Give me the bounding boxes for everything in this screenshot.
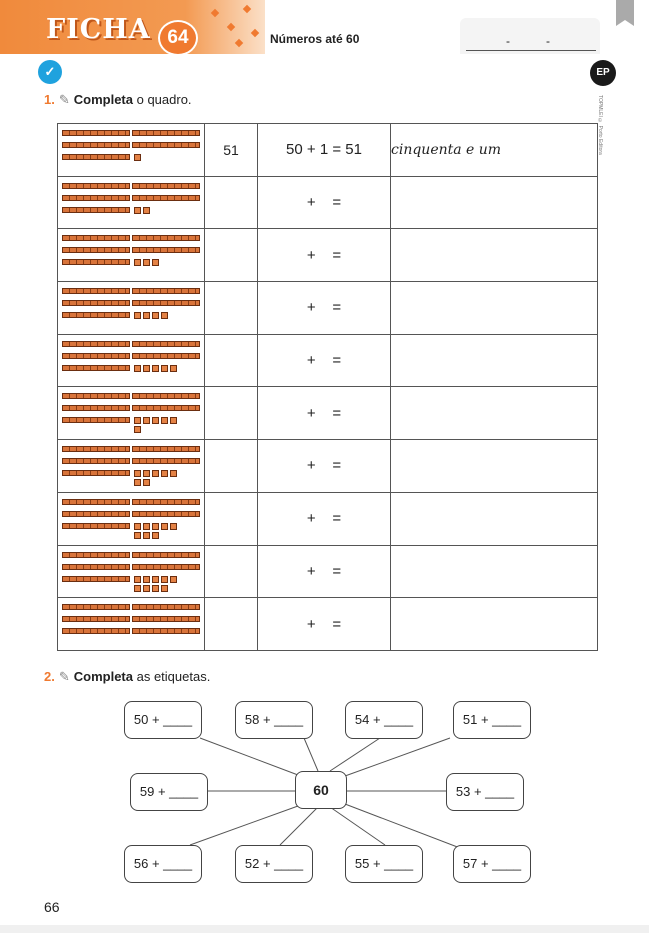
label-tag[interactable]: 54 + ____ — [345, 701, 423, 739]
connector-line — [345, 738, 450, 776]
equation-cell[interactable]: + = — [258, 176, 391, 229]
equation-cell[interactable]: + = — [258, 440, 391, 493]
label-tag[interactable]: 53 + ____ — [446, 773, 524, 811]
label-tag[interactable]: 51 + ____ — [453, 701, 531, 739]
footer-bar — [0, 925, 649, 933]
connector-line — [280, 807, 318, 845]
worksheet-title: FICHA — [46, 14, 151, 45]
number-cell[interactable]: 51 — [205, 124, 258, 177]
instruction-text: as etiquetas. — [136, 669, 211, 684]
equation-cell[interactable]: + = — [258, 598, 391, 651]
label-tag[interactable]: 57 + ____ — [453, 845, 531, 883]
worksheet-topic: Números até 60 — [270, 32, 360, 46]
worksheet-number: 64 — [158, 20, 198, 56]
equation-cell[interactable]: + = — [258, 334, 391, 387]
label-tag[interactable]: 59 + ____ — [130, 773, 208, 811]
connector-line — [304, 738, 318, 771]
equation-cell[interactable]: + = — [258, 229, 391, 282]
center-number: 60 — [295, 771, 347, 809]
connector-line — [345, 804, 460, 848]
copyright-text: TOPMLEI © Porto Editora — [597, 95, 603, 155]
label-tag[interactable]: 55 + ____ — [345, 845, 423, 883]
equation-cell[interactable]: + = — [258, 387, 391, 440]
page-number: 66 — [44, 899, 60, 915]
publisher-logo: EP — [590, 60, 616, 86]
date-separator: - — [506, 34, 510, 48]
date-separator: - — [546, 34, 550, 48]
connector-line — [330, 807, 385, 845]
pencil-icon: ✎ — [58, 669, 70, 684]
equation-cell[interactable]: 50 + 1 = 51 — [258, 124, 391, 177]
words-cell[interactable]: cinquenta e um — [391, 124, 598, 177]
label-tag[interactable]: 50 + ____ — [124, 701, 202, 739]
equation-cell[interactable]: + = — [258, 492, 391, 545]
equation-cell[interactable]: + = — [258, 545, 391, 598]
check-square-icon: ✓ — [38, 60, 62, 84]
connector-line — [200, 738, 298, 775]
pencil-icon: ✎ — [58, 92, 70, 107]
label-tag[interactable]: 56 + ____ — [124, 845, 202, 883]
instruction-text: o quadro. — [136, 92, 192, 107]
equation-cell[interactable]: + = — [258, 282, 391, 335]
exercise-number: 2. — [44, 669, 55, 684]
label-tag[interactable]: 52 + ____ — [235, 845, 313, 883]
label-tag[interactable]: 58 + ____ — [235, 701, 313, 739]
instruction-verb: Completa — [73, 92, 133, 107]
connector-line — [190, 806, 298, 845]
instruction-verb: Completa — [73, 669, 133, 684]
exercise-number: 1. — [44, 92, 55, 107]
